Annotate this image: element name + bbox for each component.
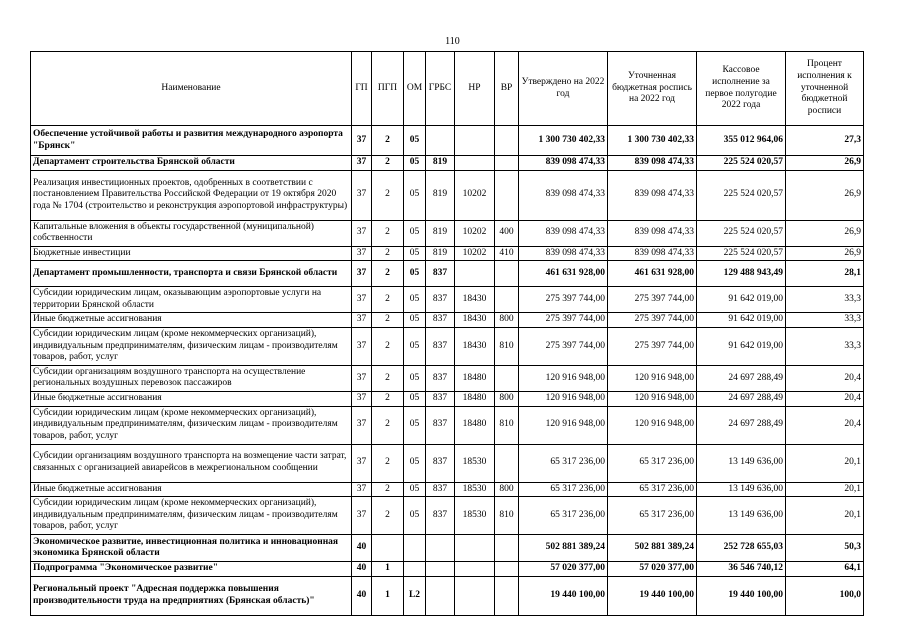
cell-updated: 65 317 236,00 xyxy=(608,497,697,535)
cell-gp: 40 xyxy=(352,576,372,615)
cell-pgp: 2 xyxy=(372,287,404,313)
cell-np xyxy=(455,562,495,577)
cell-updated: 57 020 377,00 xyxy=(608,562,697,577)
cell-updated: 275 397 744,00 xyxy=(608,287,697,313)
cell-grbs xyxy=(426,126,455,156)
cell-pgp: 2 xyxy=(372,444,404,482)
cell-pgp xyxy=(372,535,404,562)
cell-approved: 275 397 744,00 xyxy=(519,287,608,313)
table-row xyxy=(31,444,864,482)
cell-approved: 839 098 474,33 xyxy=(519,170,608,220)
cell-grbs: 837 xyxy=(426,482,455,497)
cell-gp: 37 xyxy=(352,365,372,391)
cell-om: 05 xyxy=(404,261,426,287)
cell-om: 05 xyxy=(404,365,426,391)
cell-cash: 13 149 636,00 xyxy=(697,482,786,497)
cell-approved: 461 631 928,00 xyxy=(519,261,608,287)
cell-gp: 37 xyxy=(352,287,372,313)
cell-name: Субсидии юридическим лицам, оказывающим аэропортовые услуги на территории Брянской области xyxy=(31,287,352,313)
cell-pgp: 1 xyxy=(372,562,404,577)
cell-np: 18530 xyxy=(455,497,495,535)
cell-percent: 26,9 xyxy=(786,220,864,246)
cell-name: Подпрограмма "Экономическое развитие" xyxy=(31,562,352,577)
cell-cash: 13 149 636,00 xyxy=(697,444,786,482)
cell-name: Иные бюджетные ассигнования xyxy=(31,482,352,497)
header-np: НР xyxy=(455,52,495,126)
cell-percent: 27,3 xyxy=(786,126,864,156)
cell-vr: 800 xyxy=(495,313,519,328)
cell-percent: 33,3 xyxy=(786,287,864,313)
cell-name: Бюджетные инвестиции xyxy=(31,246,352,261)
header-om: ОМ xyxy=(404,52,426,126)
cell-updated: 275 397 744,00 xyxy=(608,328,697,366)
cell-om: 05 xyxy=(404,126,426,156)
cell-percent: 33,3 xyxy=(786,328,864,366)
cell-updated: 65 317 236,00 xyxy=(608,444,697,482)
cell-np: 10202 xyxy=(455,220,495,246)
cell-grbs: 837 xyxy=(426,287,455,313)
cell-percent: 26,9 xyxy=(786,246,864,261)
cell-np: 18430 xyxy=(455,287,495,313)
cell-pgp: 2 xyxy=(372,246,404,261)
cell-percent: 20,4 xyxy=(786,406,864,444)
cell-percent: 20,4 xyxy=(786,391,864,406)
cell-np xyxy=(455,261,495,287)
cell-cash: 252 728 655,03 xyxy=(697,535,786,562)
cell-pgp: 2 xyxy=(372,497,404,535)
cell-grbs: 837 xyxy=(426,261,455,287)
cell-np xyxy=(455,535,495,562)
cell-approved: 120 916 948,00 xyxy=(519,365,608,391)
cell-pgp: 2 xyxy=(372,391,404,406)
cell-gp: 37 xyxy=(352,406,372,444)
table-row xyxy=(31,497,864,535)
cell-om: 05 xyxy=(404,313,426,328)
cell-grbs: 837 xyxy=(426,497,455,535)
cell-gp: 37 xyxy=(352,391,372,406)
cell-grbs: 837 xyxy=(426,444,455,482)
cell-np: 18480 xyxy=(455,406,495,444)
cell-np: 18430 xyxy=(455,328,495,366)
cell-updated: 275 397 744,00 xyxy=(608,313,697,328)
cell-pgp: 2 xyxy=(372,220,404,246)
cell-percent: 100,0 xyxy=(786,576,864,615)
cell-updated: 502 881 389,24 xyxy=(608,535,697,562)
header-vr: ВР xyxy=(495,52,519,126)
cell-gp: 37 xyxy=(352,246,372,261)
cell-pgp: 1 xyxy=(372,576,404,615)
cell-cash: 36 546 740,12 xyxy=(697,562,786,577)
cell-np: 10202 xyxy=(455,170,495,220)
header-cash: Кассовое исполнение за первое полугодие 2022 года xyxy=(697,52,786,126)
cell-pgp: 2 xyxy=(372,406,404,444)
cell-approved: 65 317 236,00 xyxy=(519,482,608,497)
header-approved: Утверждено на 2022 год xyxy=(519,52,608,126)
header-name: Наименование xyxy=(31,52,352,126)
cell-approved: 502 881 389,24 xyxy=(519,535,608,562)
cell-grbs: 819 xyxy=(426,156,455,171)
cell-name: Субсидии организациям воздушного транспорта на возмещение части затрат, связанных с организацией авиарейсов в межрегиональном сообщении xyxy=(31,444,352,482)
cell-cash: 91 642 019,00 xyxy=(697,313,786,328)
cell-updated: 120 916 948,00 xyxy=(608,365,697,391)
cell-om: 05 xyxy=(404,220,426,246)
page-number: 110 xyxy=(445,36,460,47)
cell-name: Субсидии юридическим лицам (кроме некоммерческих организаций), индивидуальным предпринимателям, физическим лицам - производителям товаров, работ, услуг xyxy=(31,328,352,366)
header-updated: Уточненная бюджетная роспись на 2022 год xyxy=(608,52,697,126)
cell-vr xyxy=(495,365,519,391)
cell-vr: 800 xyxy=(495,391,519,406)
cell-cash: 91 642 019,00 xyxy=(697,328,786,366)
cell-percent: 50,3 xyxy=(786,535,864,562)
cell-pgp: 2 xyxy=(372,126,404,156)
cell-om: 05 xyxy=(404,328,426,366)
budget-execution-table xyxy=(30,51,864,616)
table-row xyxy=(31,535,864,562)
cell-cash: 91 642 019,00 xyxy=(697,287,786,313)
cell-cash: 225 524 020,57 xyxy=(697,170,786,220)
cell-om: 05 xyxy=(404,482,426,497)
cell-name: Региональный проект "Адресная поддержка повышения производительности труда на предприятиях (Брянская область)" xyxy=(31,576,352,615)
cell-grbs xyxy=(426,535,455,562)
cell-vr: 400 xyxy=(495,220,519,246)
cell-grbs: 819 xyxy=(426,246,455,261)
cell-percent: 20,1 xyxy=(786,482,864,497)
cell-pgp: 2 xyxy=(372,170,404,220)
cell-updated: 839 098 474,33 xyxy=(608,170,697,220)
cell-vr: 810 xyxy=(495,497,519,535)
table-row xyxy=(31,328,864,366)
cell-grbs: 837 xyxy=(426,391,455,406)
cell-gp: 37 xyxy=(352,328,372,366)
cell-approved: 839 098 474,33 xyxy=(519,220,608,246)
cell-om: 05 xyxy=(404,287,426,313)
cell-grbs: 837 xyxy=(426,313,455,328)
cell-name: Департамент строительства Брянской области xyxy=(31,156,352,171)
cell-approved: 57 020 377,00 xyxy=(519,562,608,577)
cell-om: 05 xyxy=(404,406,426,444)
cell-gp: 37 xyxy=(352,482,372,497)
cell-gp: 37 xyxy=(352,156,372,171)
cell-grbs: 837 xyxy=(426,365,455,391)
cell-om: 05 xyxy=(404,391,426,406)
cell-om: 05 xyxy=(404,170,426,220)
cell-approved: 19 440 100,00 xyxy=(519,576,608,615)
table-row xyxy=(31,365,864,391)
cell-cash: 24 697 288,49 xyxy=(697,391,786,406)
cell-np: 18430 xyxy=(455,313,495,328)
cell-vr: 810 xyxy=(495,328,519,366)
cell-percent: 33,3 xyxy=(786,313,864,328)
cell-percent: 28,1 xyxy=(786,261,864,287)
cell-np xyxy=(455,576,495,615)
cell-pgp: 2 xyxy=(372,482,404,497)
cell-gp: 37 xyxy=(352,220,372,246)
cell-cash: 129 488 943,49 xyxy=(697,261,786,287)
header-grbs: ГРБС xyxy=(426,52,455,126)
cell-pgp: 2 xyxy=(372,365,404,391)
table-row xyxy=(31,287,864,313)
cell-vr: 410 xyxy=(495,246,519,261)
cell-vr: 800 xyxy=(495,482,519,497)
cell-name: Обеспечение устойчивой работы и развития международного аэропорта "Брянск" xyxy=(31,126,352,156)
cell-percent: 20,1 xyxy=(786,444,864,482)
header-pgp: ПГП xyxy=(372,52,404,126)
cell-name: Департамент промышленности, транспорта и связи Брянской области xyxy=(31,261,352,287)
cell-updated: 839 098 474,33 xyxy=(608,156,697,171)
cell-approved: 275 397 744,00 xyxy=(519,313,608,328)
cell-om: 05 xyxy=(404,156,426,171)
cell-np: 18530 xyxy=(455,444,495,482)
cell-np xyxy=(455,156,495,171)
cell-name: Реализация инвестиционных проектов, одобренных в соответствии с постановлением Правительства Российской Федерации от 19 октября 2020 года № 1704 (строительство и реконструкция аэропортовой инфраструктуры) xyxy=(31,170,352,220)
cell-name: Субсидии организациям воздушного транспорта на осуществление региональных воздушных перевозок пассажиров xyxy=(31,365,352,391)
cell-approved: 275 397 744,00 xyxy=(519,328,608,366)
cell-cash: 225 524 020,57 xyxy=(697,220,786,246)
cell-grbs: 837 xyxy=(426,328,455,366)
table-row xyxy=(31,391,864,406)
table-row xyxy=(31,126,864,156)
table-row xyxy=(31,170,864,220)
cell-approved: 65 317 236,00 xyxy=(519,444,608,482)
cell-vr xyxy=(495,562,519,577)
cell-percent: 20,1 xyxy=(786,497,864,535)
cell-np: 18530 xyxy=(455,482,495,497)
table-row xyxy=(31,156,864,171)
cell-updated: 461 631 928,00 xyxy=(608,261,697,287)
cell-updated: 1 300 730 402,33 xyxy=(608,126,697,156)
cell-grbs: 819 xyxy=(426,170,455,220)
cell-cash: 225 524 020,57 xyxy=(697,156,786,171)
cell-name: Иные бюджетные ассигнования xyxy=(31,313,352,328)
table-body xyxy=(31,126,864,616)
cell-grbs xyxy=(426,562,455,577)
cell-percent: 64,1 xyxy=(786,562,864,577)
cell-vr xyxy=(495,156,519,171)
cell-np: 10202 xyxy=(455,246,495,261)
cell-np xyxy=(455,126,495,156)
cell-gp: 37 xyxy=(352,170,372,220)
cell-vr xyxy=(495,126,519,156)
cell-approved: 120 916 948,00 xyxy=(519,391,608,406)
cell-updated: 839 098 474,33 xyxy=(608,246,697,261)
cell-updated: 19 440 100,00 xyxy=(608,576,697,615)
cell-vr xyxy=(495,170,519,220)
cell-percent: 26,9 xyxy=(786,156,864,171)
cell-approved: 839 098 474,33 xyxy=(519,156,608,171)
cell-vr xyxy=(495,261,519,287)
cell-om xyxy=(404,535,426,562)
table-row xyxy=(31,406,864,444)
cell-approved: 1 300 730 402,33 xyxy=(519,126,608,156)
cell-vr xyxy=(495,444,519,482)
cell-vr xyxy=(495,576,519,615)
cell-gp: 40 xyxy=(352,562,372,577)
cell-cash: 19 440 100,00 xyxy=(697,576,786,615)
table-row xyxy=(31,576,864,615)
cell-cash: 24 697 288,49 xyxy=(697,365,786,391)
cell-approved: 120 916 948,00 xyxy=(519,406,608,444)
cell-pgp: 2 xyxy=(372,261,404,287)
cell-name: Иные бюджетные ассигнования xyxy=(31,391,352,406)
cell-om xyxy=(404,562,426,577)
cell-gp: 37 xyxy=(352,313,372,328)
cell-cash: 355 012 964,06 xyxy=(697,126,786,156)
cell-name: Субсидии юридическим лицам (кроме некоммерческих организаций), индивидуальным предпринимателям, физическим лицам - производителям товаров, работ, услуг xyxy=(31,406,352,444)
cell-om: L2 xyxy=(404,576,426,615)
table-row xyxy=(31,562,864,577)
cell-vr xyxy=(495,287,519,313)
cell-cash: 24 697 288,49 xyxy=(697,406,786,444)
header-percent: Процент исполнения к уточненной бюджетной росписи xyxy=(786,52,864,126)
cell-updated: 65 317 236,00 xyxy=(608,482,697,497)
cell-approved: 839 098 474,33 xyxy=(519,246,608,261)
cell-np: 18480 xyxy=(455,391,495,406)
cell-name: Капитальные вложения в объекты государственной (муниципальной) собственности xyxy=(31,220,352,246)
cell-pgp: 2 xyxy=(372,328,404,366)
cell-percent: 26,9 xyxy=(786,170,864,220)
cell-om: 05 xyxy=(404,444,426,482)
table-row xyxy=(31,313,864,328)
cell-percent: 20,4 xyxy=(786,365,864,391)
cell-grbs: 819 xyxy=(426,220,455,246)
cell-vr: 810 xyxy=(495,406,519,444)
table-row xyxy=(31,246,864,261)
cell-gp: 37 xyxy=(352,126,372,156)
cell-grbs: 837 xyxy=(426,406,455,444)
cell-updated: 839 098 474,33 xyxy=(608,220,697,246)
cell-cash: 225 524 020,57 xyxy=(697,246,786,261)
cell-om: 05 xyxy=(404,497,426,535)
cell-name: Экономическое развитие, инвестиционная политика и инновационная экономика Брянской области xyxy=(31,535,352,562)
table-row xyxy=(31,261,864,287)
table-row xyxy=(31,482,864,497)
cell-np: 18480 xyxy=(455,365,495,391)
cell-grbs xyxy=(426,576,455,615)
cell-gp: 40 xyxy=(352,535,372,562)
cell-name: Субсидии юридическим лицам (кроме некоммерческих организаций), индивидуальным предпринимателям, физическим лицам - производителям товаров, работ, услуг xyxy=(31,497,352,535)
cell-approved: 65 317 236,00 xyxy=(519,497,608,535)
cell-gp: 37 xyxy=(352,497,372,535)
table-row xyxy=(31,220,864,246)
cell-cash: 13 149 636,00 xyxy=(697,497,786,535)
cell-pgp: 2 xyxy=(372,313,404,328)
cell-pgp: 2 xyxy=(372,156,404,171)
cell-updated: 120 916 948,00 xyxy=(608,406,697,444)
cell-updated: 120 916 948,00 xyxy=(608,391,697,406)
table-header-row xyxy=(31,52,864,126)
cell-om: 05 xyxy=(404,246,426,261)
cell-gp: 37 xyxy=(352,261,372,287)
header-gp: ГП xyxy=(352,52,372,126)
cell-vr xyxy=(495,535,519,562)
cell-gp: 37 xyxy=(352,444,372,482)
